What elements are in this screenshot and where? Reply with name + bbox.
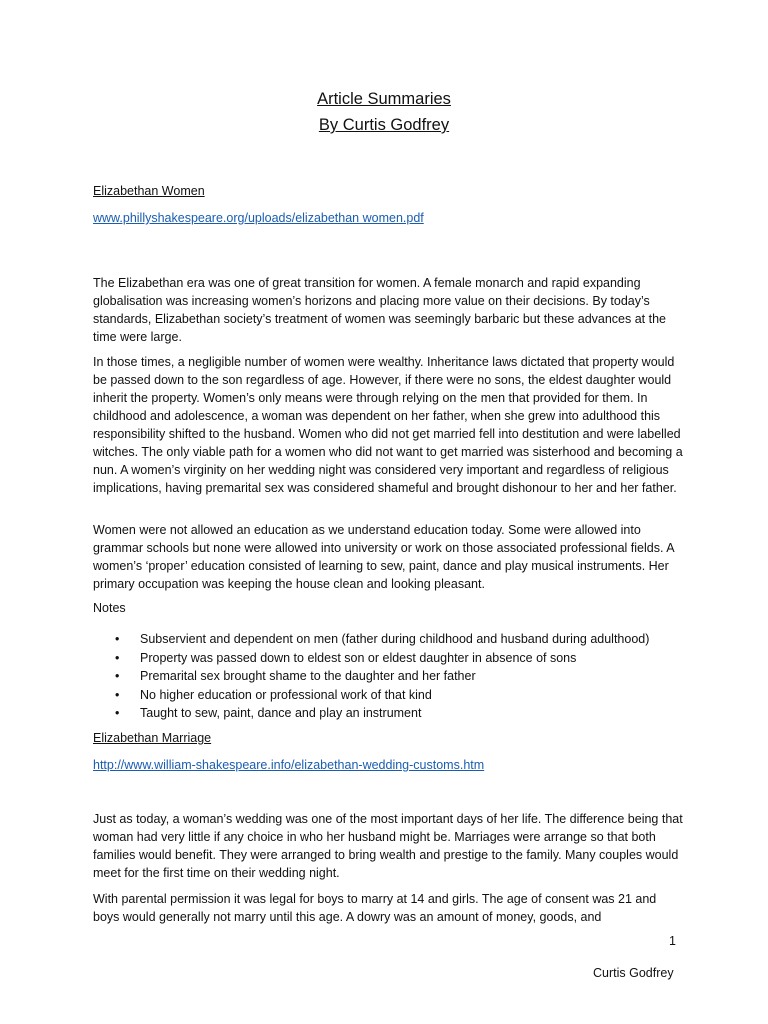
footer-author: Curtis Godfrey (593, 966, 674, 980)
list-item: • Taught to sew, paint, dance and play an instrument (113, 704, 703, 723)
list-item: • No higher education or professional work of that kind (113, 686, 703, 705)
page-title: Article Summaries (317, 90, 451, 108)
paragraph: Women were not allowed an education as we understand education today. Some were allowed into grammar schools but none were allowed into university or work on those associated professional fields. A women’s ‘proper’ education consisted of learning to sew, paint, dance and play musical instruments. Her primary occupation was keeping the house clean and looking pleasant. (93, 523, 674, 591)
page-number: 1 (669, 934, 676, 948)
paragraph: The Elizabethan era was one of great transition for women. A female monarch and rapid expanding globalisation was increasing women’s horizons and placing more value on their decisions. By today’s standards, Elizabethan society’s treatment of women was seemingly barbaric but these advances at the time were large. (93, 276, 666, 344)
notes-list (113, 630, 703, 723)
source-link-elizabethan-women[interactable]: www.phillyshakespeare.org/uploads/elizabethan women.pdf (93, 211, 424, 225)
source-link-elizabethan-marriage[interactable]: http://www.william-shakespeare.info/elizabethan-wedding-customs.htm (93, 758, 485, 772)
section-heading-elizabethan-women: Elizabethan Women (93, 184, 205, 198)
list-item: • Property was passed down to eldest son or eldest daughter in absence of sons (113, 649, 703, 668)
list-item: • Subservient and dependent on men (father during childhood and husband during adulthood) (113, 630, 703, 649)
paragraph: In those times, a negligible number of women were wealthy. Inheritance laws dictated that property would be passed down to the son regardless of age. However, if there were no sons, the eldest daughter would inherit the property. Women’s only means were through relying on the men that provided for them. In childhood and adolescence, a woman was dependent on her father, when she grew into adulthood this responsibility shifted to the husband. Women who did not get married fell into destitution and were labelled witches. The only viable path for a women who did not want to get married was sisterhood and becoming a nun. A women’s virginity on her wedding night was considered very important and regardless of religious implications, having premarital sex was considered shameful and brought dishonour to her and her father. (93, 355, 683, 495)
author-line: By Curtis Godfrey (318, 116, 450, 134)
list-item: • Premarital sex brought shame to the daughter and her father (113, 667, 703, 686)
paragraph: With parental permission it was legal for boys to marry at 14 and girls. The age of consent was 21 and boys would generally not marry until this age. A dowry was an amount of money, goods, and (93, 892, 657, 924)
paragraph: Just as today, a woman’s wedding was one of the most important days of her life. The difference being that woman had very little if any choice in who her husband might be. Marriages were arrange so that both families would benefit. They were arranged to bring wealth and prestige to the family. Many couples would meet for the first time on their wedding night. (93, 812, 683, 880)
notes-label: Notes (93, 601, 126, 615)
section-heading-elizabethan-marriage: Elizabethan Marriage (93, 731, 212, 745)
